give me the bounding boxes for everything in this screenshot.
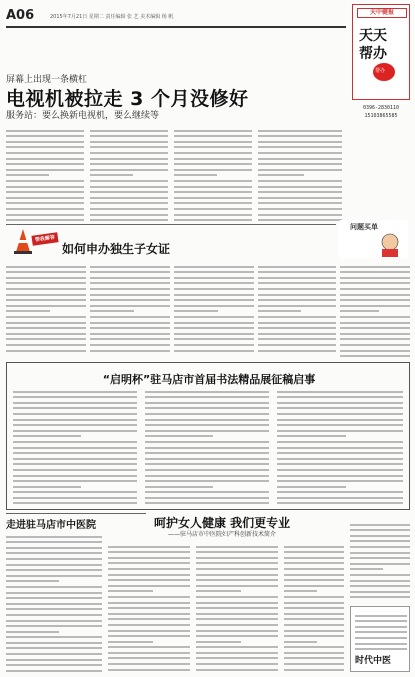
calligraphy-col2 — [145, 387, 269, 505]
hospital-ad — [350, 606, 410, 672]
hotline-2: 15103865585 — [364, 113, 398, 119]
section4-headline: 呵护女人健康 我们更专业 — [154, 516, 291, 530]
section2-title: 如何申办独生子女证 — [62, 242, 171, 256]
logo-caption: 天中健报 — [357, 8, 407, 18]
illustration-box — [338, 220, 408, 258]
side-column-text — [340, 262, 410, 358]
lead-body-col4 — [258, 126, 342, 222]
calligraphy-title: “启明杯”驻马店市首届书法精品展征稿启事 — [102, 373, 316, 386]
lead-subhead: 服务站：要么换新电视机，要么继续等 — [6, 111, 160, 121]
section4-left-title: 走进驻马店市中医院 — [6, 520, 96, 531]
cartoon-icon — [338, 220, 408, 258]
lead-body-col1 — [6, 126, 84, 222]
illustration-caption: 问题买单 — [350, 223, 378, 231]
section2-col4 — [258, 262, 336, 354]
help-badge: 帮我解答 — [31, 232, 58, 246]
mascot-label: 帮办 — [375, 68, 386, 74]
section4-col2 — [108, 542, 190, 672]
ad-brand: 时代中医 — [355, 656, 392, 666]
hotline-1: 0396-2830110 — [362, 105, 400, 111]
logo-title-line1: 天天 — [359, 28, 387, 44]
section2-col3 — [174, 262, 254, 354]
section4-col3 — [196, 542, 278, 672]
logo-title-line2: 帮办 — [359, 46, 387, 62]
page-header — [6, 6, 346, 28]
section4-col5 — [350, 520, 410, 602]
section4-col1 — [6, 532, 102, 672]
lead-headline: 电视机被拉走 3 个月没修好 — [6, 88, 249, 110]
date-line: 2015年7月21日 星期二 责任编辑 张 艺 美术编辑 杨 帆 — [50, 14, 174, 20]
lead-body-col3 — [174, 126, 252, 222]
divider — [6, 224, 336, 225]
calligraphy-col1 — [13, 387, 137, 505]
calligraphy-notice-box — [6, 362, 410, 510]
divider — [6, 513, 146, 514]
lead-kicker: 屏幕上出现一条横杠 — [6, 75, 88, 85]
section4-col4 — [284, 542, 344, 672]
ad-text — [355, 611, 407, 651]
lead-body-col2 — [90, 126, 168, 222]
column-logo — [352, 4, 410, 100]
calligraphy-col3 — [277, 387, 403, 505]
mascot-icon — [373, 63, 395, 81]
section4-subhead: ——驻马店市中医院妇产科创新技术简介 — [168, 531, 277, 538]
section2-col1 — [6, 262, 86, 354]
traffic-cone-icon — [14, 228, 32, 254]
page-number: A06 — [6, 8, 35, 23]
section2-col2 — [90, 262, 170, 354]
hotline-box — [352, 104, 410, 120]
